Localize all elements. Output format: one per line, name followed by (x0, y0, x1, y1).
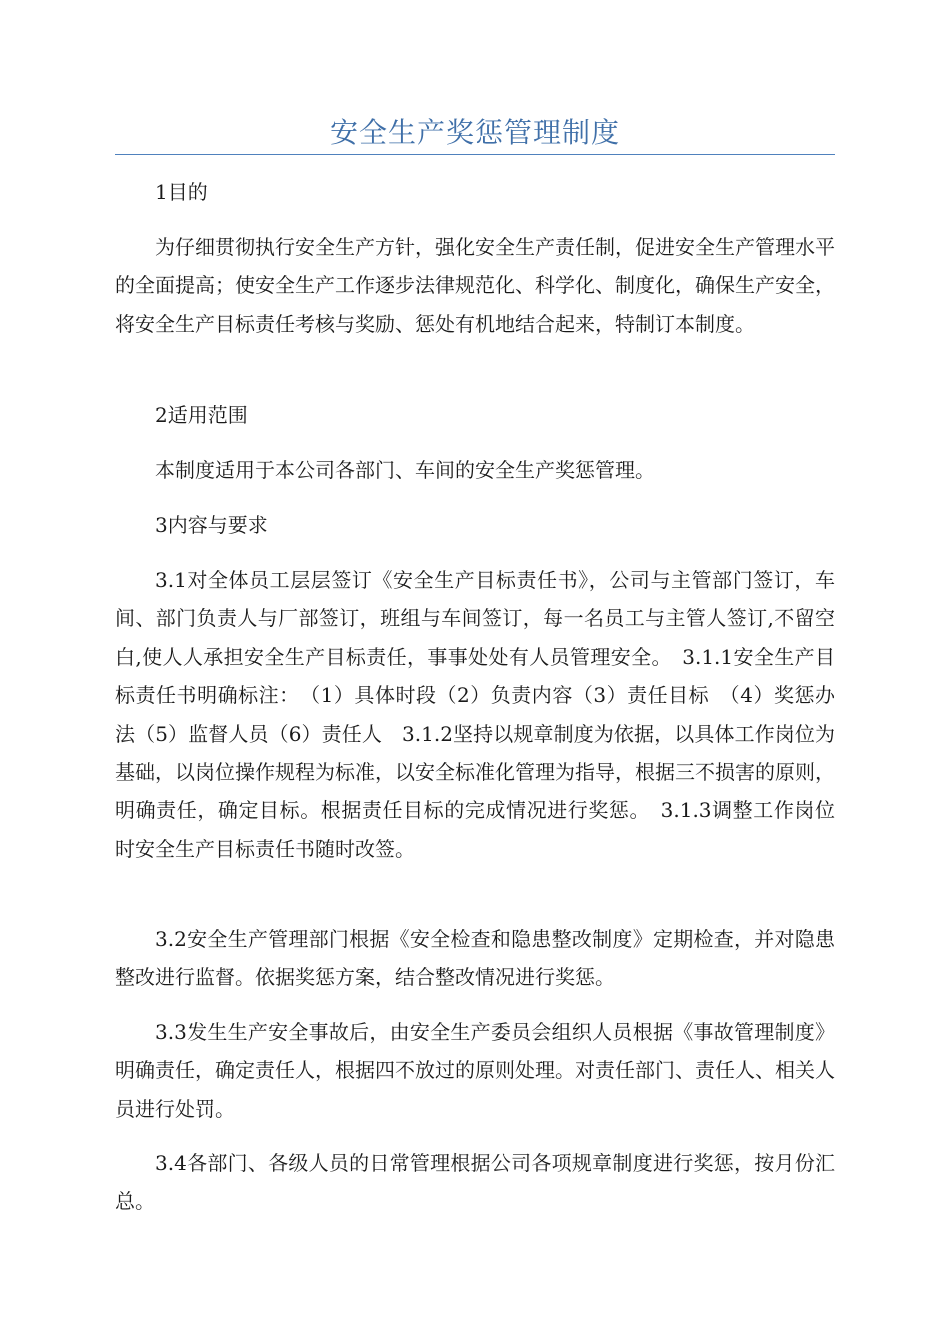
section-heading-requirements: 3内容与要求 (155, 513, 268, 537)
paragraph-purpose: 为仔细贯彻执行安全生产方针，强化安全生产责任制，促进安全生产管理水平的全面提高；使安全生产工作逐步法律规范化、科学化、制度化，确保生产安全，将安全生产目标责任考核与奖励、惩处有机地结合起来，特制订本制度。 (115, 235, 835, 336)
paragraph-item-3-3: 3.3发生生产安全事故后，由安全生产委员会组织人员根据《事故管理制度》明确责任，确定责任人，根据四不放过的原则处理。对责任部门、责任人、相关人员进行处罚。 (115, 1020, 835, 1121)
document-page (115, 0, 835, 1344)
section-heading-purpose: 1目的 (155, 180, 208, 204)
paragraph-item-3-4: 3.4各部门、各级人员的日常管理根据公司各项规章制度进行奖惩，按月份汇总。 (115, 1151, 835, 1214)
title-underline (115, 154, 835, 155)
paragraph-item-3-2: 3.2安全生产管理部门根据《安全检查和隐患整改制度》定期检查，并对隐患整改进行监督。依据奖惩方案，结合整改情况进行奖惩。 (115, 927, 835, 990)
document-title: 安全生产奖惩管理制度 (329, 116, 620, 149)
paragraph-scope: 本制度适用于本公司各部门、车间的安全生产奖惩管理。 (155, 458, 655, 482)
section-heading-scope: 2适用范围 (155, 403, 248, 427)
paragraph-item-3-1: 3.1对全体员工层层签订《安全生产目标责任书》，公司与主管部门签订，车间、部门负责人与厂部签订，班组与车间签订，每一名员工与主管人签订,不留空白,使人人承担安全生产目标责任，事事处处有人员管理安全。 3.1.1安全生产目标责任书明确标注： （1）具体时段（2）负责内容（3）责任目标 （4）奖惩办法（5）监督人员（6）责任人 3.1.2坚持以规章制度为依据，以具体工作岗位为基础，以岗位操作规程为标准，以安全标准化管理为指导，根据三不损害的原则，明确责任，确定目标。根据责任目标的完成情况进行奖惩。 3.1.3调整工作岗位时安全生产目标责任书随时改签。 (115, 568, 835, 861)
